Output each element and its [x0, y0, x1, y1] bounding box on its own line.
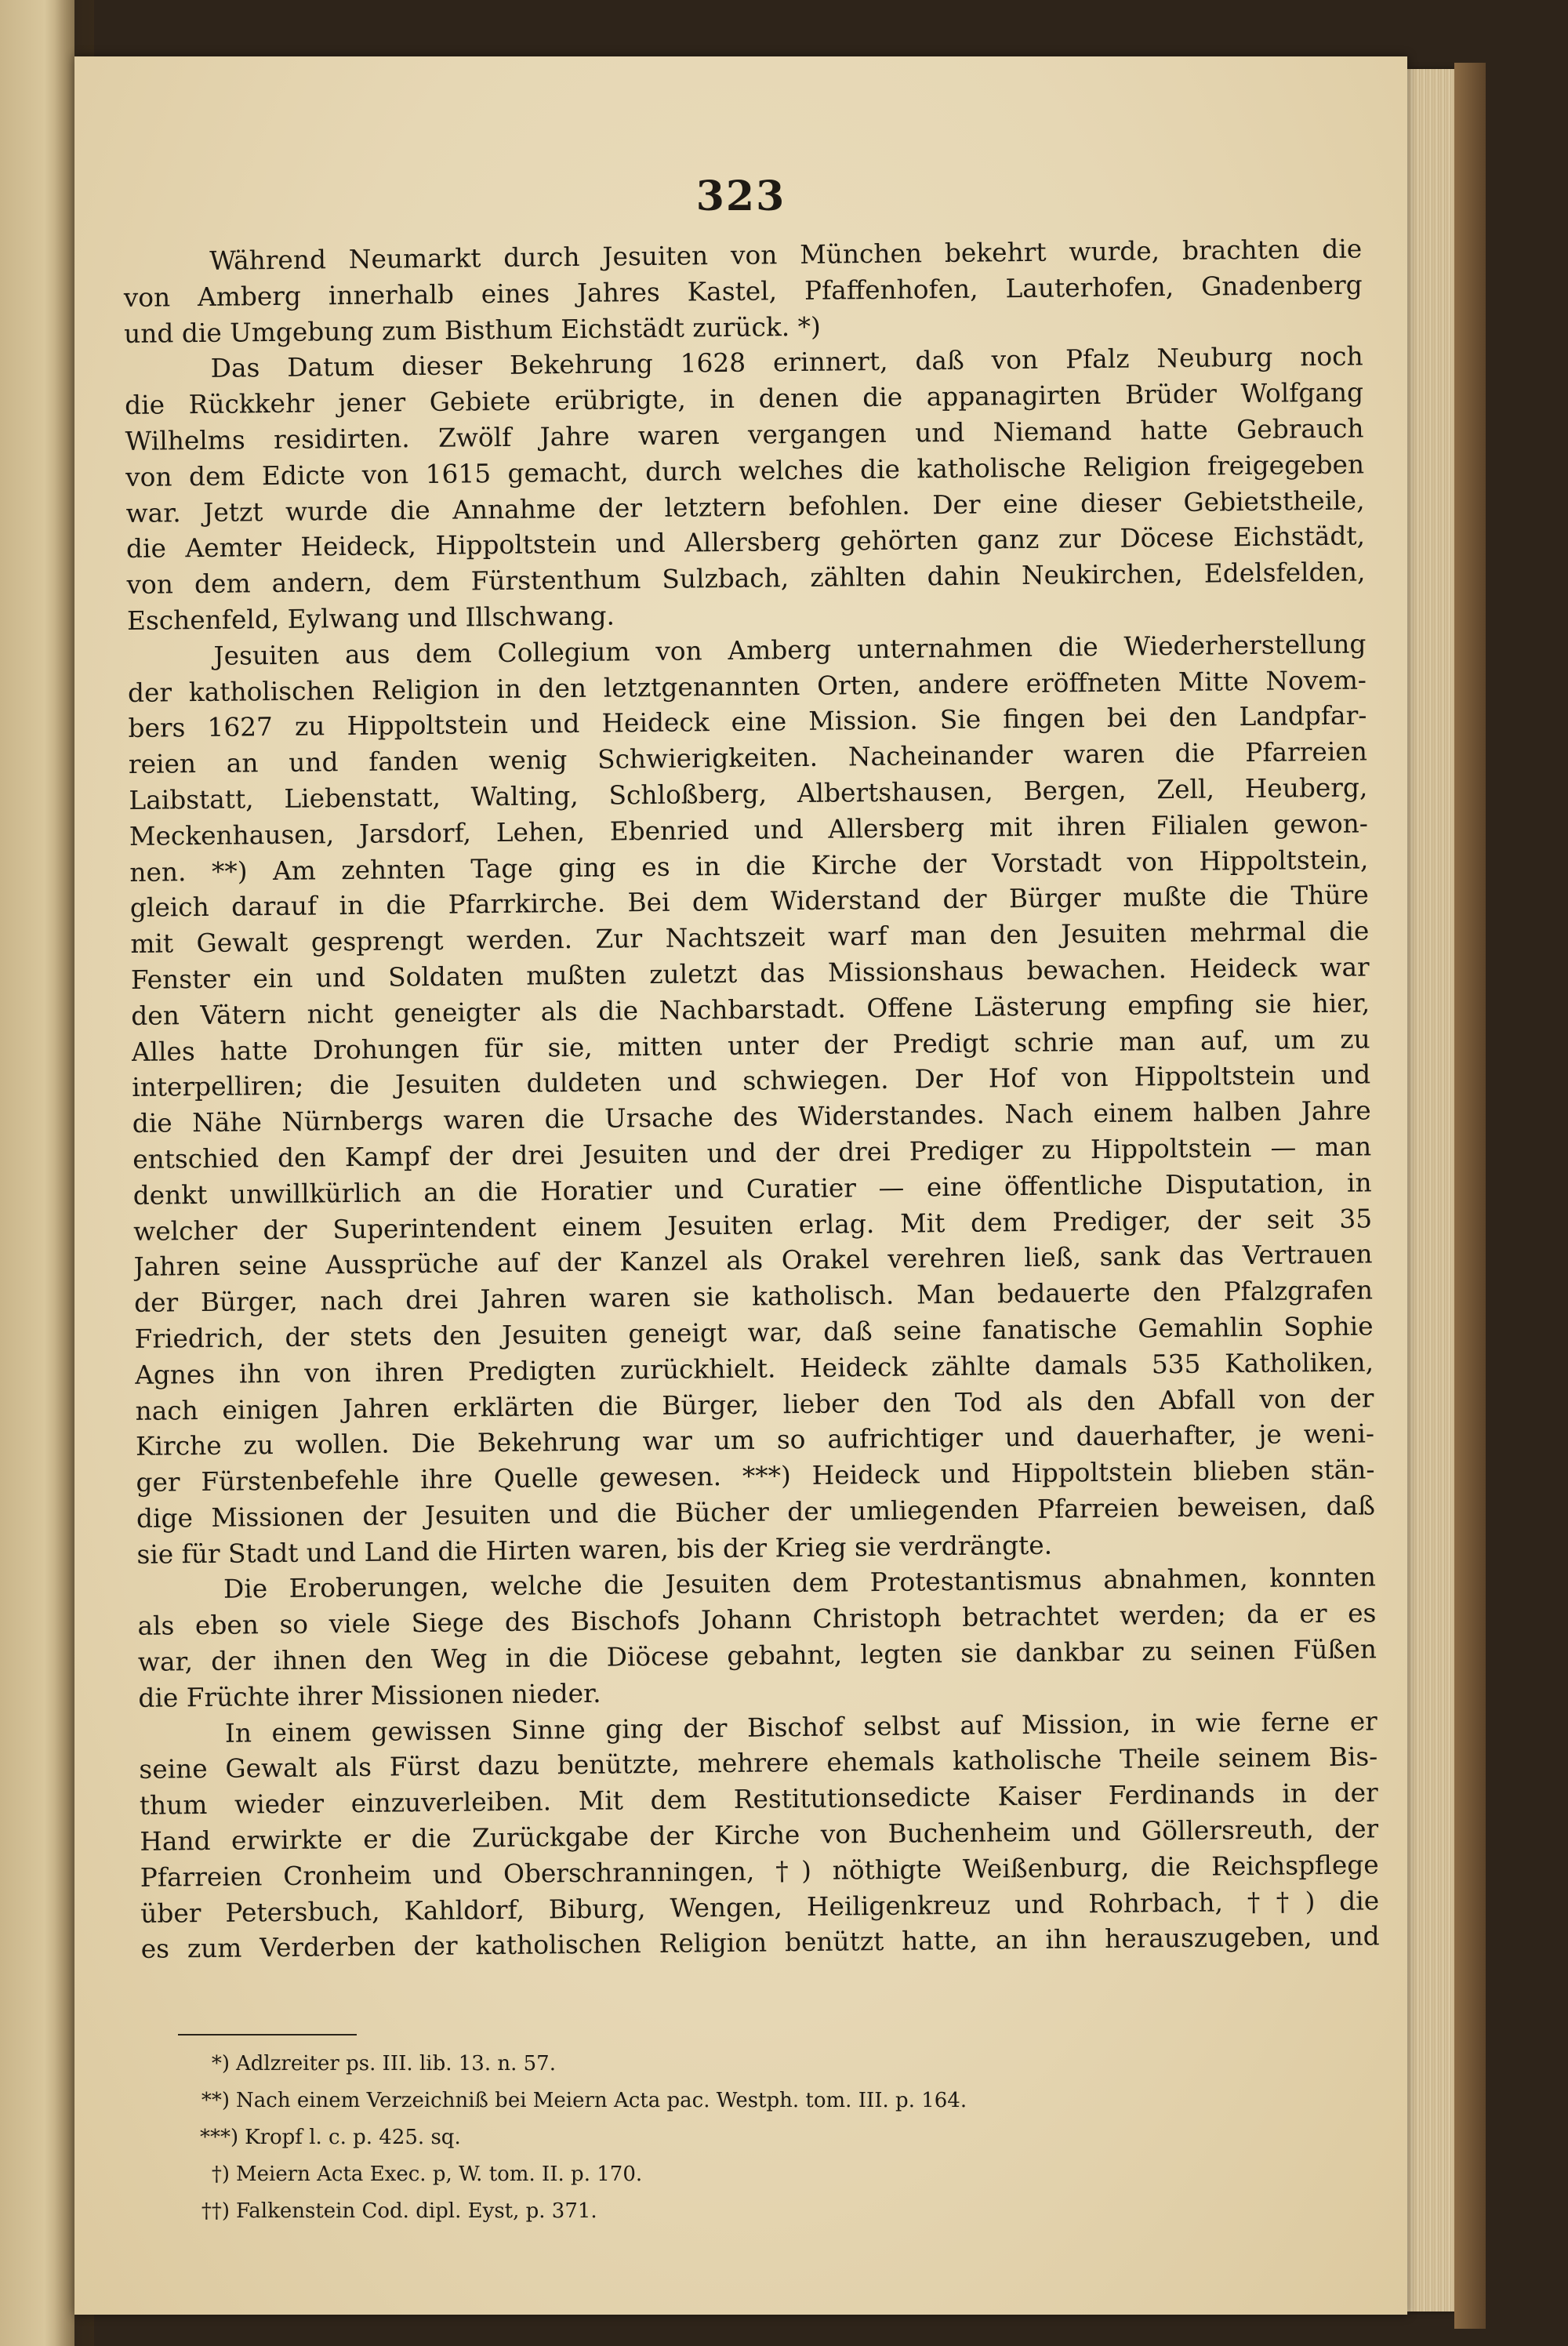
text-line: Laibstatt, Liebenstatt, Walting, Schloßberg, Albertshausen, Bergen, Zell, Heuberg,: [129, 772, 1368, 815]
text-line: Meckenhausen, Jarsdorf, Lehen, Ebenried und Allersberg mit ihren Filialen gewon-: [129, 808, 1369, 852]
book-page: [74, 56, 1407, 2315]
text-line: der Bürger, nach drei Jahren waren sie katholisch. Man bedauerte den Pfalzgrafen: [133, 1275, 1374, 1319]
footnote: [200, 2119, 1141, 2156]
text-line: den Vätern nicht geneigter als die Nachbarstadt. Offene Lästerung empfing sie hier,: [131, 988, 1370, 1031]
text-line: über Petersbuch, Kahldorf, Biburg, Wengen, Heiligenkreuz und Rohrbach, ††) die: [140, 1885, 1380, 1929]
text-line: dige Missionen der Jesuiten und die Bücher der umliegenden Pfarreien beweisen, daß: [136, 1491, 1376, 1534]
footnote-mark: *): [211, 2052, 230, 2075]
text-line: als eben so viele Siege des Bischofs Johann Christoph betrachtet werden; da er es: [137, 1598, 1377, 1642]
text-line: gleich darauf in die Pfarrkirche. Bei dem Widerstand der Bürger mußte die Thüre: [129, 880, 1369, 924]
text-line: Agnes ihn von ihren Predigten zurückhielt. Heideck zählte damals 535 Katholiken,: [134, 1347, 1374, 1390]
text-line: In einem gewissen Sinne ging der Bischof selbst auf Mission, in wie ferne er: [224, 1706, 1378, 1749]
text-line: Alles hatte Drohungen für sie, mitten unter der Predigt schrie man auf, um zu: [131, 1023, 1370, 1067]
text-line: die Früchte ihrer Missionen nieder.: [138, 1678, 601, 1713]
text-line: Jahren seine Aussprüche auf der Kanzel als Orakel verehren ließ, sank das Vertrauen: [133, 1239, 1373, 1283]
text-line: von dem andern, dem Fürstenthum Sulzbach, zählten dahin Neukirchen, Edelsfelden,: [126, 557, 1366, 601]
footnote-rule: [178, 2034, 357, 2036]
footnote: [200, 2193, 1141, 2230]
footnote-mark: ††): [201, 2199, 230, 2223]
text-line: welcher der Superintendent einem Jesuiten erlag. Mit dem Prediger, der seit 35: [132, 1203, 1373, 1247]
text-line: der katholischen Religion in den letztgenannten Orten, andere eröffneten Mitte Novem-: [127, 664, 1367, 708]
text-line: Hand erwirkte er die Zurückgabe der Kirche von Buchenheim und Göllersreuth, der: [140, 1814, 1379, 1857]
text-line: Jesuiten aus dem Collegium von Amberg unternahmen die Wiederherstellung: [213, 629, 1367, 671]
footnote-text: Meiern Acta Exec. p, W. tom. II. p. 170.: [236, 2163, 643, 2186]
text-line: Während Neumarkt durch Jesuiten von München bekehrt wurde, brachten die: [209, 234, 1363, 276]
book-cover-edge: [1454, 63, 1486, 2329]
footnote-text: Kropf l. c. p. 425. sq.: [245, 2126, 461, 2149]
footnotes: [200, 2046, 1141, 2230]
text-line: sie für Stadt und Land die Hirten waren, bis der Krieg sie verdrängte.: [136, 1530, 1053, 1570]
text-line: mit Gewalt gesprengt werden. Zur Nachtszeit warf man den Jesuiten mehrmal die: [130, 916, 1370, 960]
text-line: Das Datum dieser Bekehrung 1628 erinnert, daß von Pfalz Neuburg noch: [210, 341, 1363, 384]
text-line: interpelliren; die Jesuiten duldeten und schwiegen. Der Hof von Hippoltstein und: [132, 1059, 1371, 1103]
footnote-text: Falkenstein Cod. dipl. Eyst, p. 371.: [236, 2199, 597, 2223]
footnote-text: Adlzreiter ps. III. lib. 13. n. 57.: [236, 2052, 556, 2075]
text-line: Die Eroberungen, welche die Jesuiten dem Protestantismus abnahmen, konnten: [223, 1562, 1377, 1605]
text-line: Friedrich, der stets den Jesuiten geneigt war, daß seine fanatische Gemahlin Sophie: [134, 1311, 1374, 1354]
footnote-mark: **): [201, 2089, 230, 2112]
footnote: [200, 2046, 1141, 2083]
footnote: [200, 2083, 1141, 2119]
text-line: es zum Verderben der katholischen Religion benützt hatte, an ihn herauszugeben, und: [140, 1921, 1380, 1965]
text-line: die Rückkehr jener Gebiete erübrigte, in denen die appanagirten Brüder Wolfgang: [124, 377, 1364, 421]
text-line: war. Jetzt wurde die Annahme der letztern befohlen. Der eine dieser Gebietstheile,: [125, 485, 1365, 528]
text-line: von Amberg innerhalb eines Jahres Kastel, Pfaffenhofen, Lauterhofen, Gnadenberg: [123, 270, 1363, 313]
text-line: entschied den Kampf der drei Jesuiten und der drei Prediger zu Hippoltstein — man: [132, 1131, 1372, 1175]
text-line: nen. **) Am zehnten Tage ging es in die Kirche der Vorstadt von Hippoltstein,: [129, 844, 1369, 888]
text-line: thum wieder einzuverleiben. Mit dem Restitutionsedicte Kaiser Ferdinands in der: [139, 1778, 1378, 1821]
text-line: denkt unwillkürlich an die Horatier und Curatier — eine öffentliche Disputation, in: [132, 1168, 1372, 1211]
footnote-mark: †): [211, 2163, 230, 2186]
text-line: Wilhelms residirten. Zwölf Jahre waren vergangen und Niemand hatte Gebrauch: [125, 413, 1364, 456]
text-line: ger Fürstenbefehle ihre Quelle gewesen. ***) Heideck und Hippoltstein blieben stän-: [136, 1454, 1375, 1498]
text-line: bers 1627 zu Hippoltstein und Heideck eine Mission. Sie fingen bei den Landpfar-: [128, 700, 1367, 744]
footnote-mark: ***): [200, 2126, 239, 2149]
text-line: Kirche zu wollen. Die Bekehrung war um so aufrichtiger und dauerhafter, je weni-: [135, 1418, 1375, 1462]
page-block-edges: [1407, 69, 1454, 2312]
text-line: reien an und fanden wenig Schwierigkeiten. Nacheinander waren die Pfarreien: [128, 736, 1368, 780]
text-line: seine Gewalt als Fürst dazu benützte, mehrere ehemals katholische Theile seinem Bis-: [139, 1741, 1378, 1785]
text-line: die Aemter Heideck, Hippoltstein und Allersberg gehörten ganz zur Döcese Eichstädt,: [125, 521, 1366, 565]
text-line: nach einigen Jahren erklärten die Bürger, lieber den Tod als den Abfall von der: [135, 1382, 1374, 1426]
text-line: Pfarreien Cronheim und Oberschranningen, †) nöthigte Weißenburg, die Reichspflege: [140, 1850, 1379, 1893]
body-text: [123, 231, 1380, 1968]
text-line: war, der ihnen den Weg in die Diöcese gebahnt, legten sie dankbar zu seinen Füßen: [137, 1634, 1377, 1677]
page-number: 323: [695, 172, 786, 220]
text-line: Eschenfeld, Eylwang und Illschwang.: [126, 601, 615, 636]
text-line: von dem Edicte von 1615 gemacht, durch welches die katholische Religion freigegeben: [125, 449, 1365, 492]
text-line: Fenster ein und Soldaten mußten zuletzt das Missionshaus bewachen. Heideck war: [130, 952, 1370, 995]
footnote-text: Nach einem Verzeichniß bei Meiern Acta pac. Westph. tom. III. p. 164.: [236, 2089, 967, 2112]
footnote: [200, 2156, 1141, 2193]
text-line: und die Umgebung zum Bisthum Eichstädt zurück. *): [123, 311, 821, 349]
text-line: die Nähe Nürnbergs waren die Ursache des Widerstandes. Nach einem halben Jahre: [132, 1095, 1371, 1139]
